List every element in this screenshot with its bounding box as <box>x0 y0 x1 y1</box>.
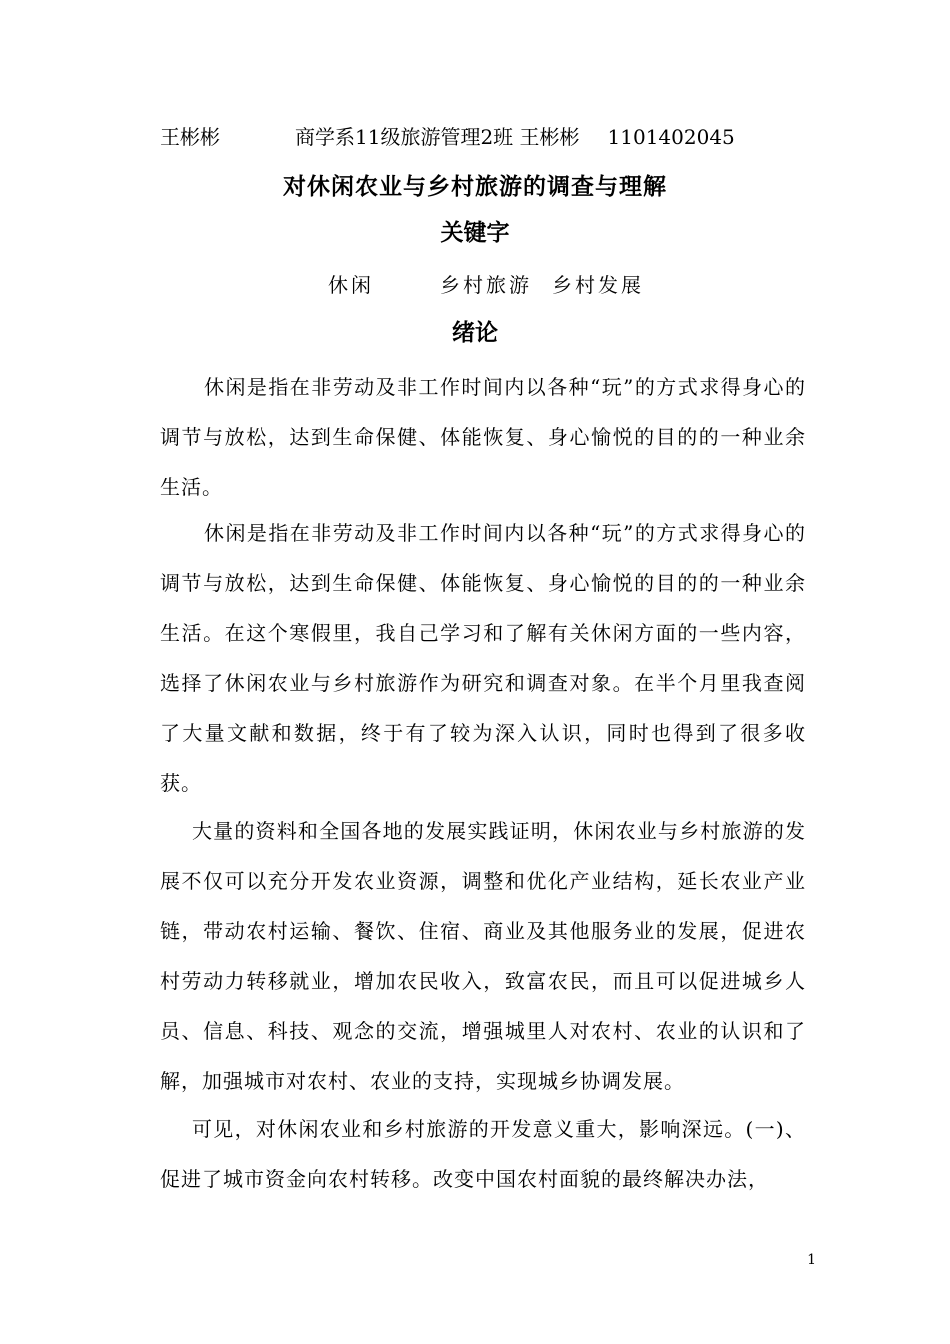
document-title: 对休闲农业与乡村旅游的调查与理解 <box>283 174 667 200</box>
paragraph: 可见，对休闲农业和乡村旅游的开发意义重大，影响深远。(一)、促进了城市资金向农村转移。改变中国农村面貌的最终解决办法， <box>160 1117 806 1191</box>
keyword-item: 休闲 <box>328 273 374 297</box>
keywords-list <box>328 270 644 300</box>
introduction-heading: 绪论 <box>452 320 498 346</box>
author-name: 王彬彬 <box>160 125 220 149</box>
paragraph: 大量的资料和全国各地的发展实践证明，休闲农业与乡村旅游的发展不仅可以充分开发农业资源，调整和优化产业结构，延长农业产业链，带动农村运输、餐饮、住宿、商业及其他服务业的发展，促进农村劳动力转移就业，增加农民收入，致富农民，而且可以促进城乡人员、信息、科技、观念的交流，增强城里人对农村、农业的认识和了解，加强城市对农村、农业的支持，实现城乡协调发展。 <box>160 819 806 1093</box>
author-line <box>160 122 800 152</box>
keyword-item: 乡村发展 <box>552 273 644 297</box>
page-number: 1 <box>807 1252 816 1268</box>
student-id: 1101402045 <box>607 125 735 149</box>
paragraph: 休闲是指在非劳动及非工作时间内以各种“玩”的方式求得身心的调节与放松，达到生命保健、体能恢复、身心愉悦的目的的一种业余生活。在这个寒假里，我自己学习和了解有关休闲方面的一些内容，选择了休闲农业与乡村旅游作为研究和调查对象。在半个月里我查阅了大量文献和数据，终于有了较为深入认识，同时也得到了很多收获。 <box>160 521 806 795</box>
affiliation: 商学系11级旅游管理2班 王彬彬 <box>295 125 580 149</box>
keywords-heading: 关键字 <box>440 220 510 246</box>
keyword-item: 乡村旅游 <box>440 273 532 297</box>
paragraph: 休闲是指在非劳动及非工作时间内以各种“玩”的方式求得身心的调节与放松，达到生命保健、体能恢复、身心愉悦的目的的一种业余生活。 <box>160 375 806 499</box>
